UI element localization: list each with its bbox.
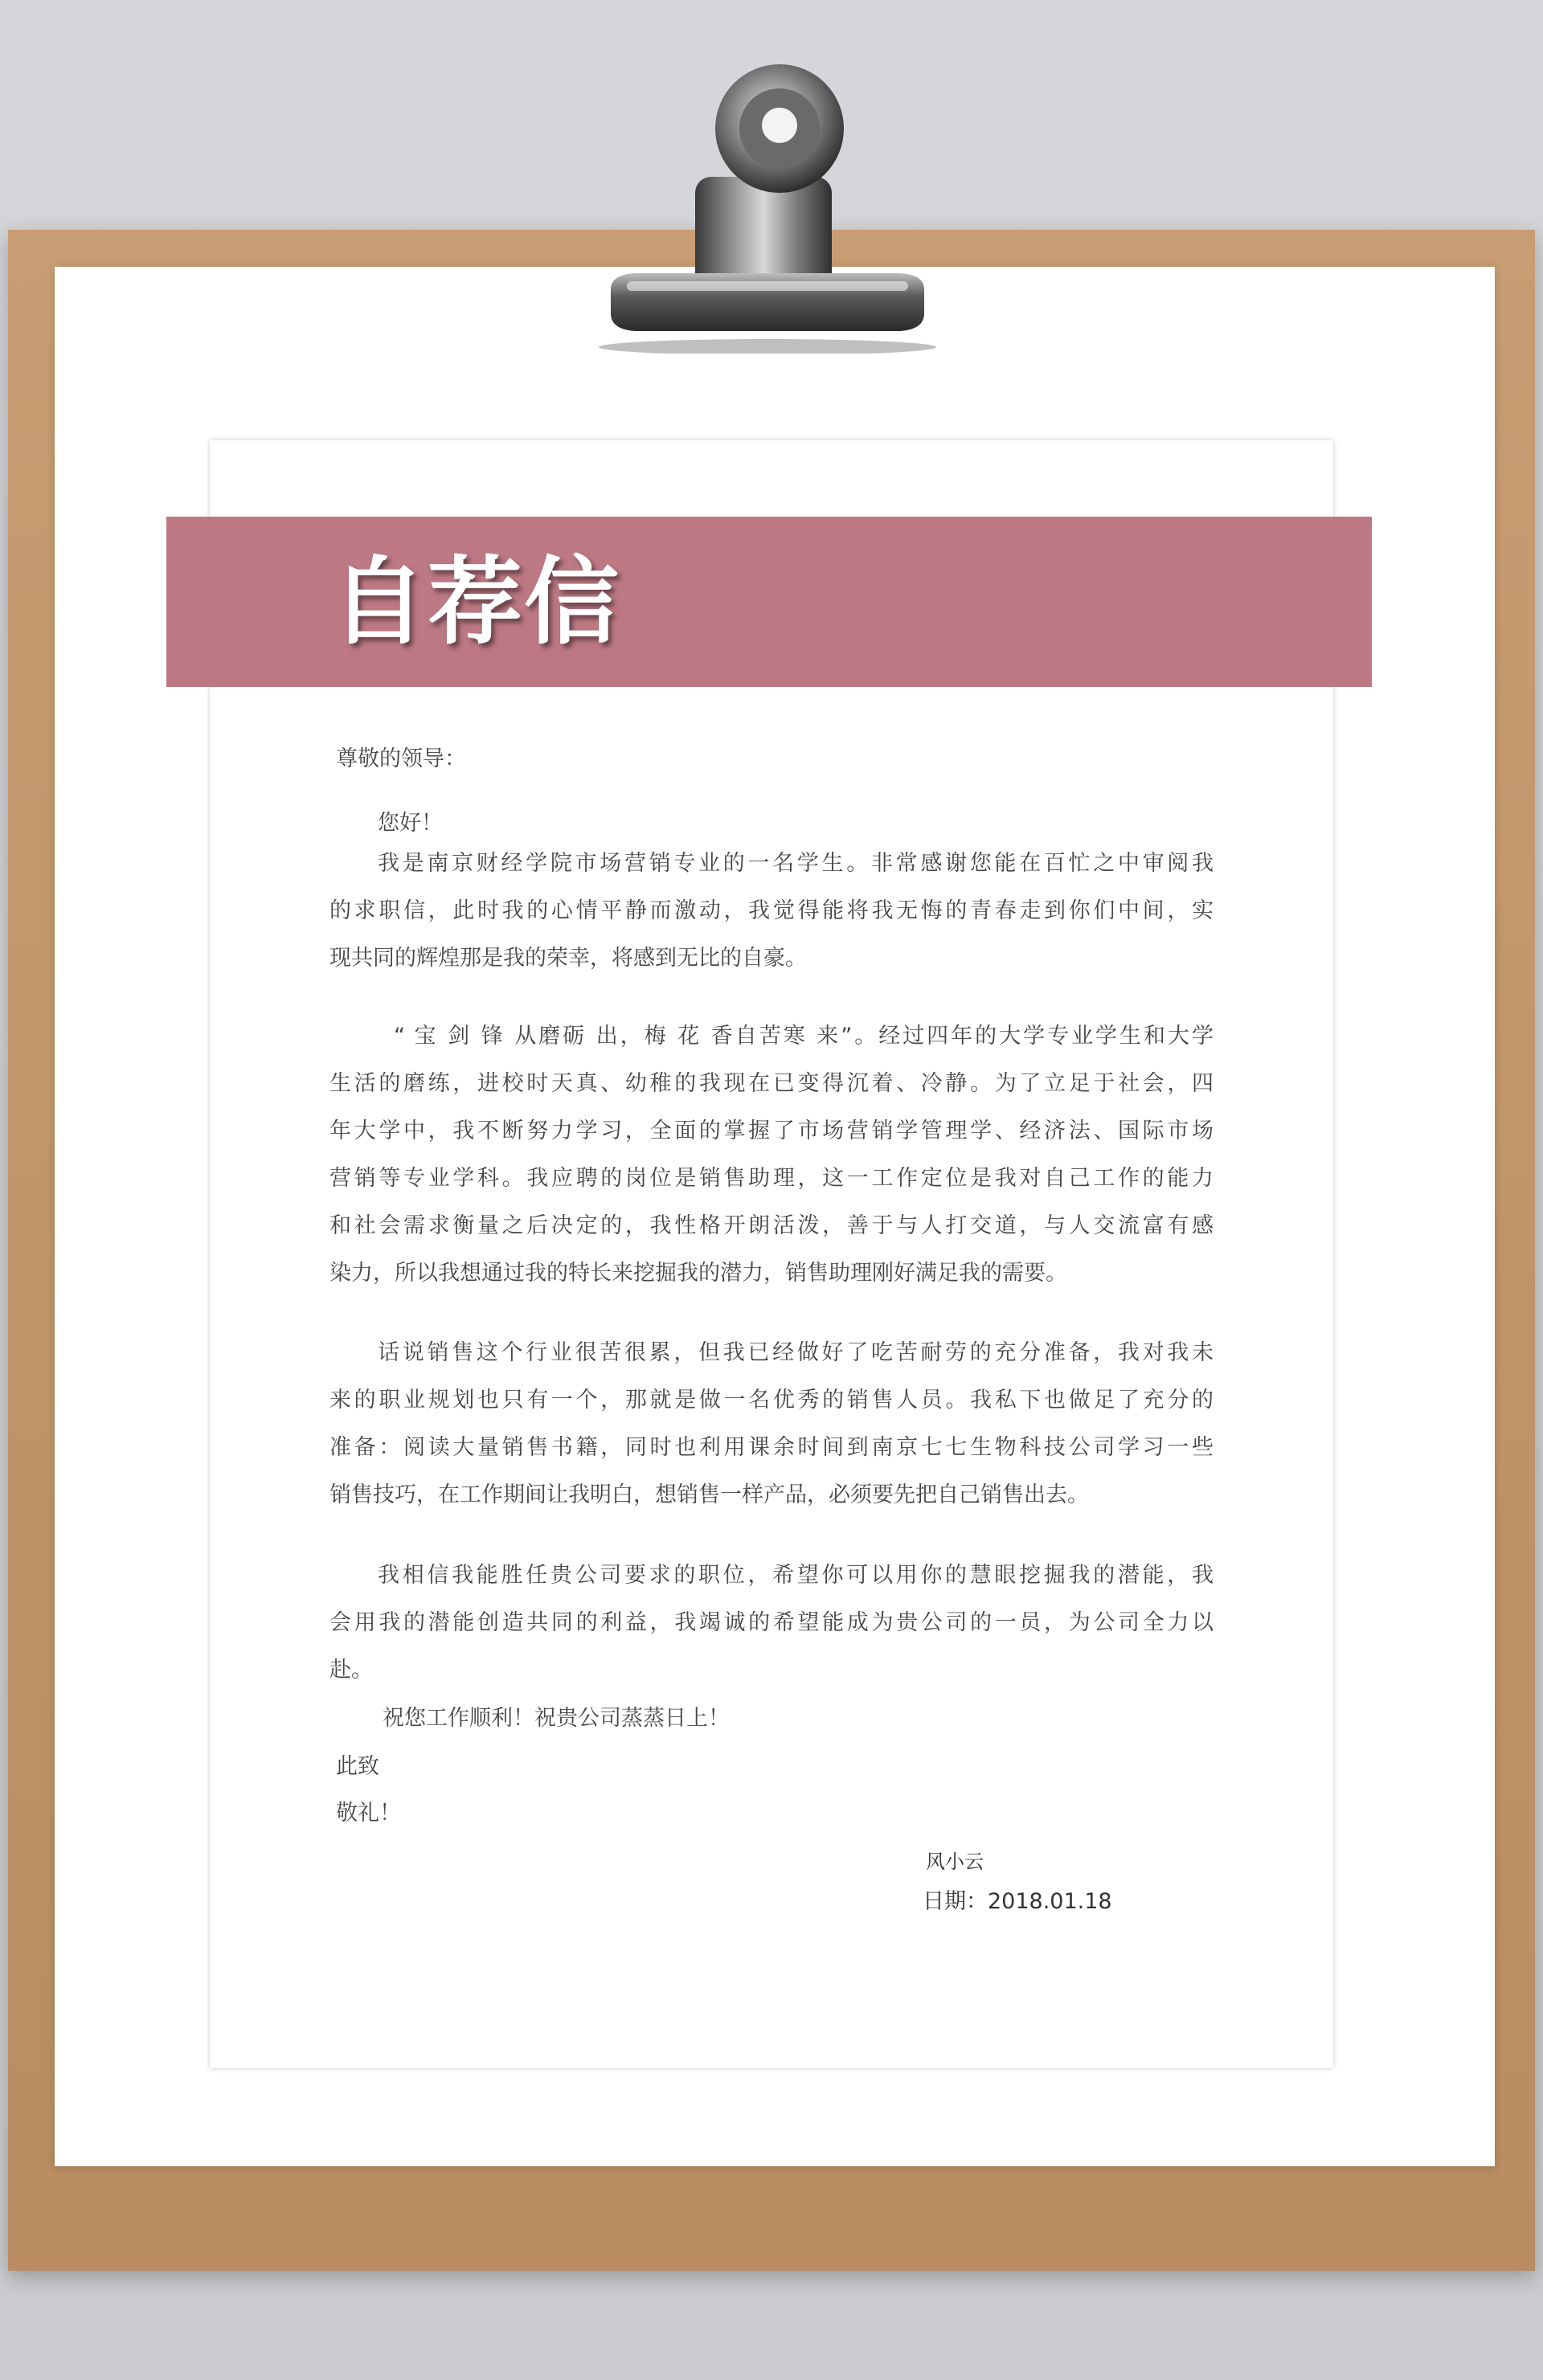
paragraph-2-line-2: 生活的磨练，进校时天真、幼稚的我现在已变得沉着、冷静。为了立足于社会，四 <box>329 1071 1214 1096</box>
paragraph-3-line-3: 准备：阅读大量销售书籍，同时也利用课余时间到南京七七生物科技公司学习一些 <box>329 1435 1214 1460</box>
paragraph-1-line-3: 现共同的辉煌那是我的荣幸，将感到无比的自豪。 <box>329 946 807 971</box>
paragraph-3-line-2: 来的职业规划也只有一个，那就是做一名优秀的销售人员。我私下也做足了充分的 <box>329 1388 1214 1413</box>
paragraph-4-line-3: 赴。 <box>329 1658 373 1683</box>
paragraph-2-line-3: 年大学中，我不断努力学习，全面的掌握了市场营销学管理学、经济法、国际市场 <box>329 1118 1214 1143</box>
paragraph-2-line-4: 营销等专业学科。我应聘的岗位是销售助理，这一工作定位是我对自己工作的能力 <box>329 1166 1214 1191</box>
greeting: 您好！ <box>378 811 443 836</box>
binder-clip-icon <box>579 48 948 354</box>
closing-jing-li: 敬礼！ <box>336 1801 401 1826</box>
wish-line: 祝您工作顺利！祝贵公司蒸蒸日上！ <box>383 1706 730 1731</box>
paragraph-2-line-6: 染力，所以我想通过我的特长来挖掘我的潜力，销售助理刚好满足我的需要。 <box>329 1261 1067 1286</box>
page-title: 自荐信 <box>331 546 621 657</box>
paragraph-3-line-1: 话说销售这个行业很苦很累，但我已经做好了吃苦耐劳的充分准备，我对我未 <box>378 1340 1214 1365</box>
letter-date: 日期：2018.01.18 <box>923 1889 1112 1914</box>
paragraph-4-line-1: 我相信我能胜任贵公司要求的职位，希望你可以用你的慧眼挖掘我的潜能，我 <box>378 1563 1214 1588</box>
paragraph-1-line-2: 的求职信，此时我的心情平静而激动，我觉得能将我无悔的青春走到你们中间，实 <box>329 898 1214 923</box>
paragraph-2-line-5: 和社会需求衡量之后决定的，我性格开朗活泼，善于与人打交道，与人交流富有感 <box>329 1213 1214 1238</box>
paragraph-4-line-2: 会用我的潜能创造共同的利益，我竭诚的希望能成为贵公司的一员，为公司全力以 <box>329 1610 1214 1635</box>
signer-name: 风小云 <box>926 1850 984 1873</box>
paragraph-2-line-1: “ 宝 剑 锋 从磨砺 出，梅 花 香自苦寒 来”。经过四年的大学专业学生和大学 <box>394 1024 1214 1049</box>
paragraph-3-line-4: 销售技巧，在工作期间让我明白，想销售一样产品，必须要先把自己销售出去。 <box>329 1482 1089 1507</box>
salutation: 尊敬的领导： <box>336 746 466 771</box>
paragraph-1-line-1: 我是南京财经学院市场营销专业的一名学生。非常感谢您能在百忙之中审阅我 <box>378 851 1214 876</box>
closing-ci-zhi: 此致 <box>336 1754 379 1779</box>
title-banner <box>166 517 1372 687</box>
